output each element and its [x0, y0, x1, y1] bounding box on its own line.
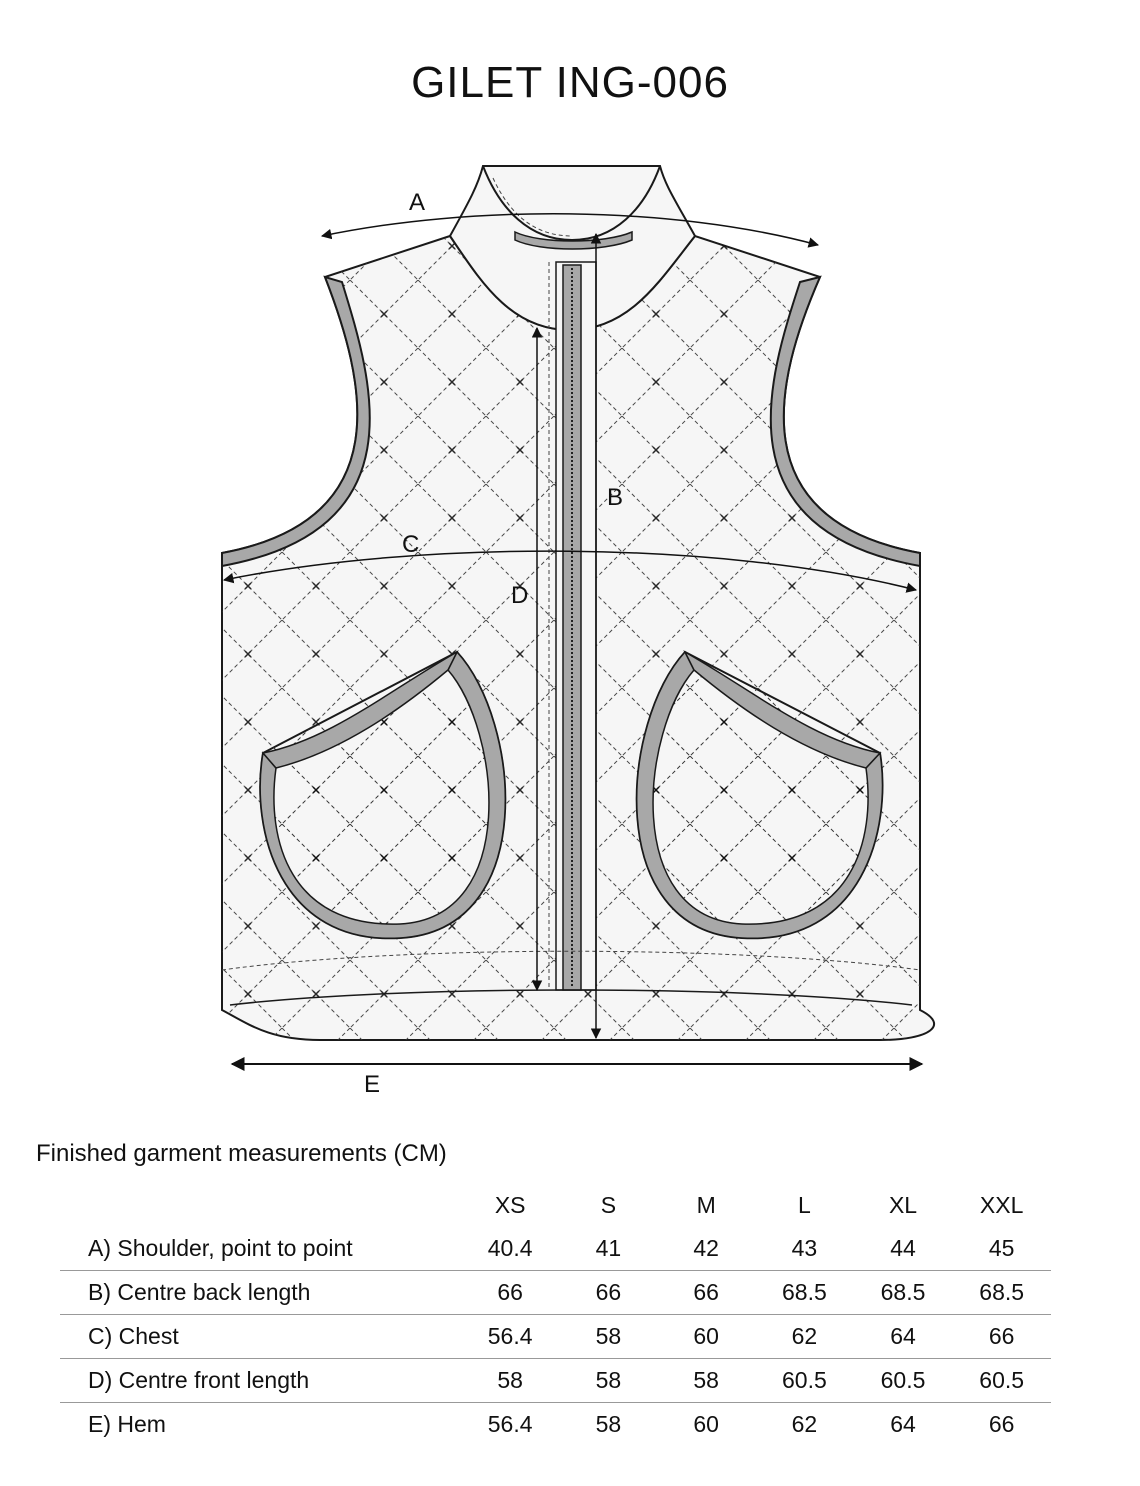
cell-value: 58	[461, 1359, 560, 1403]
cell-value: 56.4	[461, 1315, 560, 1359]
measurements-table	[60, 1184, 1051, 1446]
cell-value: 68.5	[952, 1271, 1051, 1315]
cell-value: 58	[657, 1359, 755, 1403]
cell-value: 58	[559, 1315, 657, 1359]
cell-value: 60	[657, 1315, 755, 1359]
cell-value: 66	[952, 1403, 1051, 1447]
table-row	[60, 1359, 1051, 1403]
row-label: D) Centre front length	[60, 1359, 461, 1403]
size-header: L	[798, 1192, 811, 1218]
size-header: XXL	[979, 1192, 1024, 1218]
cell-value: 66	[952, 1315, 1051, 1359]
cell-value: 60.5	[854, 1359, 953, 1403]
cell-value: 68.5	[854, 1271, 953, 1315]
cell-value: 45	[988, 1235, 1015, 1261]
cell-value: 44	[890, 1235, 916, 1261]
cell-value: 40.4	[487, 1235, 533, 1261]
cell-value: 42	[693, 1235, 719, 1261]
cell-value: 64	[854, 1403, 953, 1447]
size-header: XL	[888, 1192, 918, 1218]
size-header: XS	[494, 1192, 526, 1218]
row-label: A) Shoulder, point to point	[88, 1235, 353, 1261]
cell-value: 41	[595, 1235, 622, 1261]
cell-value: 43	[791, 1235, 818, 1261]
table-row	[60, 1271, 1051, 1315]
size-header: M	[696, 1192, 716, 1218]
cell-value: 62	[755, 1315, 854, 1359]
cell-value: 64	[854, 1315, 953, 1359]
size-header: S	[600, 1192, 617, 1218]
table-row	[60, 1403, 1051, 1447]
table-row	[60, 1315, 1051, 1359]
label-b: B	[607, 484, 624, 511]
cell-value: 66	[657, 1271, 755, 1315]
table-row	[60, 1227, 1051, 1271]
header-spacer	[60, 1184, 461, 1227]
label-d: D	[511, 582, 529, 609]
row-label: E) Hem	[60, 1403, 461, 1447]
label-e: E	[364, 1071, 381, 1098]
row-label: C) Chest	[60, 1315, 461, 1359]
cell-value: 56.4	[461, 1403, 560, 1447]
cell-value: 60	[657, 1403, 755, 1447]
cell-value: 66	[559, 1271, 657, 1315]
cell-value: 58	[559, 1359, 657, 1403]
cell-value: 62	[755, 1403, 854, 1447]
label-c: C	[402, 531, 420, 558]
cell-value: 68.5	[755, 1271, 854, 1315]
page-title: GILET ING-006	[411, 58, 729, 107]
cell-value: 66	[461, 1271, 560, 1315]
cell-value: 60.5	[952, 1359, 1051, 1403]
cell-value: 60.5	[755, 1359, 854, 1403]
cell-value: 58	[559, 1403, 657, 1447]
measurements-heading: Finished garment measurements (CM)	[36, 1140, 447, 1167]
row-label: B) Centre back length	[60, 1271, 461, 1315]
size-header-row	[60, 1184, 1051, 1227]
label-a: A	[409, 189, 426, 216]
